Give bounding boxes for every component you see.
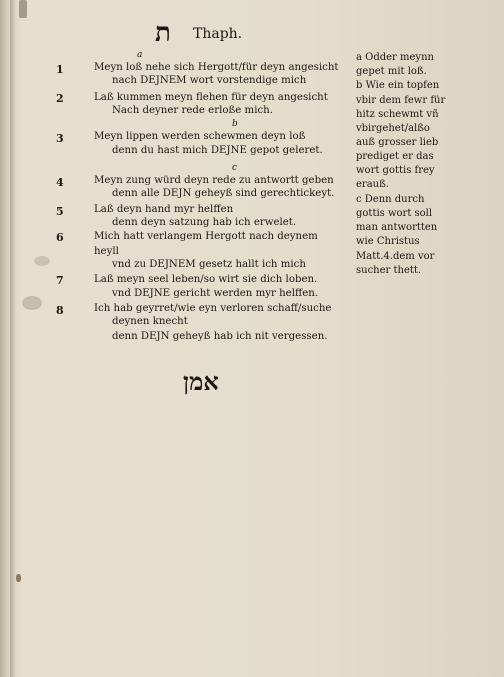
verse-line: Meyn lippen werden schewmen deyn loß xyxy=(94,131,306,142)
verse-line: Nach deyner rede erloße mich. xyxy=(112,105,273,116)
marginal-note: wort gottis frey xyxy=(356,165,435,176)
marginal-note: sucher thett. xyxy=(356,265,422,276)
verse-line: Mich hatt verlangem Hergott nach deynem xyxy=(94,231,318,242)
verse-line: denn du hast mich DEJNE gepot geleret. xyxy=(112,145,323,156)
marginal-note: auß grosser lieb xyxy=(356,137,439,148)
marginal-note: a Odder meynn xyxy=(356,52,434,63)
marginal-note: vbirgehet/alßo xyxy=(356,123,430,134)
verse-number: 5 xyxy=(56,205,64,218)
marginal-note: vbir dem fewr für xyxy=(356,95,446,106)
verse-line: Laß meyn seel leben/so wirt sie dich loben. xyxy=(94,274,318,285)
marginal-note: erauß. xyxy=(356,179,389,190)
letter-name: Thaph. xyxy=(193,26,243,42)
verse-number: 2 xyxy=(56,92,64,105)
marginal-note: hitz schewmt vñ xyxy=(356,109,439,120)
verse-line: Laß deyn hand myr helffen xyxy=(94,204,234,215)
page-stain xyxy=(22,296,42,310)
marginal-note: b Wie ein topfen xyxy=(356,80,440,91)
verse-line: denn alle DEJN geheyß sind gerechtickeyt. xyxy=(112,188,335,199)
verse-line: deynen knecht xyxy=(112,316,188,327)
page-stain xyxy=(34,256,50,266)
verse-number: 8 xyxy=(56,304,64,317)
closing-hebrew-word: אמן xyxy=(183,367,219,396)
marginal-note: gottis wort soll xyxy=(356,208,433,219)
verse-number: 1 xyxy=(56,63,64,76)
verse-line: heyll xyxy=(94,246,119,257)
verse-line: denn deyn satzung hab ich erwelet. xyxy=(112,217,297,228)
verse-number: 3 xyxy=(56,132,64,145)
hebrew-letter-heading: ת xyxy=(155,18,171,48)
verse-number: 7 xyxy=(56,274,64,287)
verse-number: 6 xyxy=(56,231,64,244)
page-mark xyxy=(16,574,21,582)
marginal-note: c Denn durch xyxy=(356,194,425,205)
marginal-note: gepet mit loß. xyxy=(356,66,427,77)
footnote-mark: c xyxy=(232,163,238,173)
page-stain xyxy=(19,0,27,18)
verse-line: denn DEJN geheyß hab ich nit vergessen. xyxy=(112,331,328,342)
marginal-note: wie Christus xyxy=(356,236,420,247)
verse-line: Meyn zung würd deyn rede zu antwortt geben xyxy=(94,175,334,186)
marginal-note: prediget er das xyxy=(356,151,434,162)
marginal-note: man antwortten xyxy=(356,222,438,233)
verse-number: 4 xyxy=(56,176,64,189)
verse-line: Ich hab geyrret/wie eyn verloren schaff/suche xyxy=(94,303,332,314)
verse-line: nach DEJNEM wort vorstendige mich xyxy=(112,75,307,86)
verse-line: vnd zu DEJNEM gesetz hallt ich mich xyxy=(112,259,306,270)
verse-line: vnd DEJNE gericht werden myr helffen. xyxy=(112,288,319,299)
footnote-mark: a xyxy=(137,50,143,60)
footnote-mark: b xyxy=(232,119,238,129)
marginal-note: Matt.4.dem vor xyxy=(356,251,435,262)
verse-line: Meyn loß nehe sich Hergott/für deyn angesicht xyxy=(94,62,339,73)
verse-line: Laß kummen meyn flehen für deyn angesicht xyxy=(94,92,328,103)
